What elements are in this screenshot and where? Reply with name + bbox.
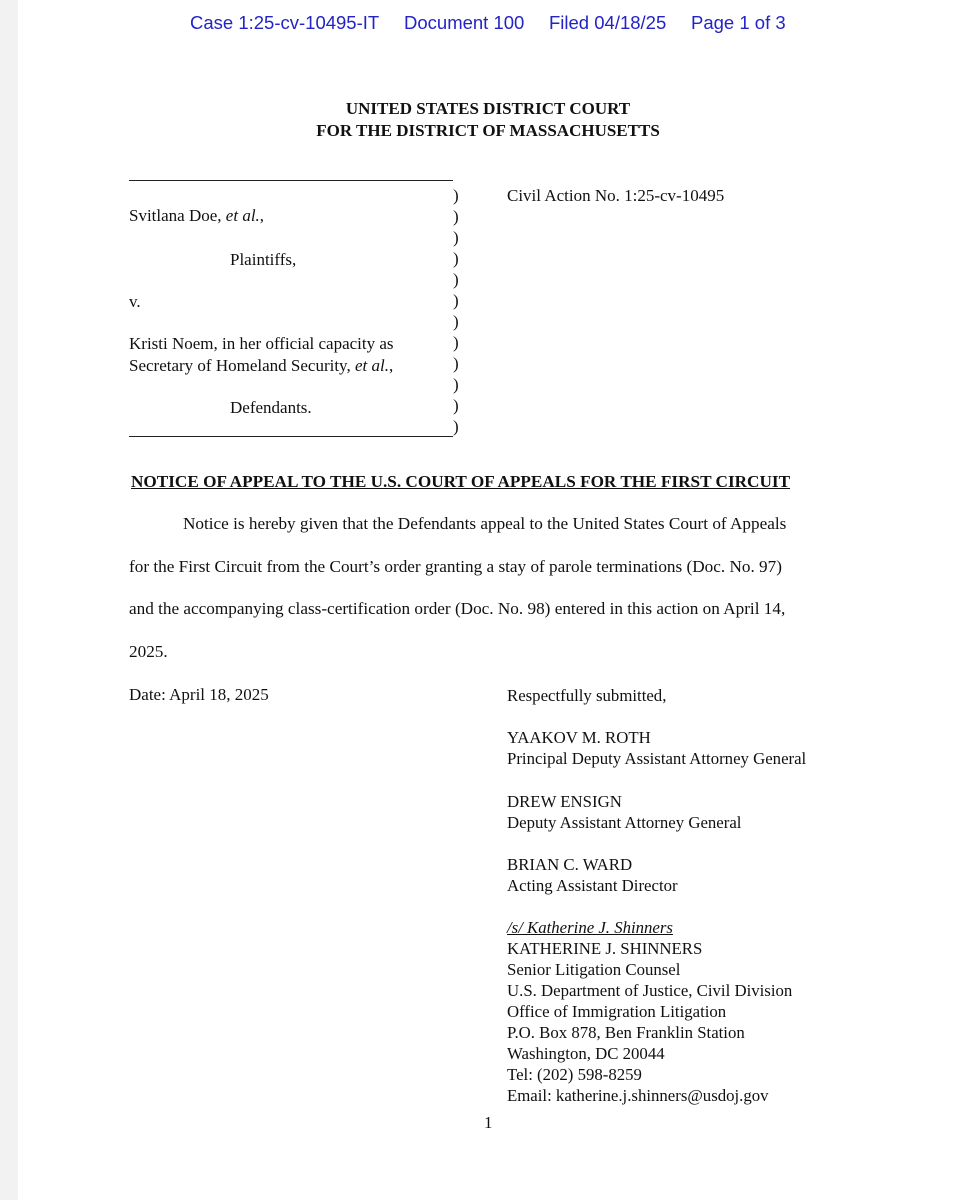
caption-paren: ) (453, 228, 459, 247)
notice-body-line: for the First Circuit from the Court’s order granting a stay of parole terminations (Doc. No. 97) (129, 557, 782, 576)
court-name-line1: UNITED STATES DISTRICT COURT (345, 99, 631, 118)
caption-paren: ) (453, 249, 459, 268)
caption-paren: ) (453, 291, 459, 310)
attorney-title-ward: Acting Assistant Director (507, 876, 678, 895)
page-number: 1 (484, 1113, 493, 1132)
civil-action-number: Civil Action No. 1:25-cv-10495 (507, 186, 725, 205)
caption-top-rule (129, 180, 453, 181)
caption-paren: ) (453, 270, 459, 289)
caption-paren: ) (453, 186, 459, 205)
signature-phone: Tel: (202) 598-8259 (507, 1065, 642, 1084)
defendant-name-line2: Secretary of Homeland Security, et al., (129, 356, 394, 375)
signature-address-line: Senior Litigation Counsel (507, 960, 681, 979)
ecf-header (0, 12, 976, 36)
court-name-line2: FOR THE DISTRICT OF MASSACHUSETTS (316, 121, 660, 140)
caption-paren: ) (453, 354, 459, 373)
attorney-title-ensign: Deputy Assistant Attorney General (507, 813, 742, 832)
caption-paren: ) (453, 207, 459, 226)
caption-paren: ) (453, 396, 459, 415)
signature-address-line: P.O. Box 878, Ben Franklin Station (507, 1023, 745, 1042)
attorney-name-roth: YAAKOV M. ROTH (507, 728, 651, 747)
caption-paren: ) (453, 375, 459, 394)
caption-paren: ) (453, 417, 459, 436)
notice-body-line: and the accompanying class-certification order (Doc. No. 98) entered in this action on April 14, (129, 599, 786, 618)
header-filed-date: Filed 04/18/25 (549, 12, 667, 33)
signature-email: Email: katherine.j.shinners@usdoj.gov (507, 1086, 769, 1105)
header-page-count: Page 1 of 3 (691, 12, 786, 33)
notice-body-line: Notice is hereby given that the Defendants appeal to the United States Court of Appeals (183, 514, 787, 533)
header-case-number: Case 1:25-cv-10495-IT (190, 12, 380, 33)
versus: v. (129, 292, 141, 311)
filing-date: Date: April 18, 2025 (129, 685, 269, 704)
signature-address-line: KATHERINE J. SHINNERS (507, 939, 703, 958)
defendant-name-line1: Kristi Noem, in her official capacity as (129, 334, 394, 353)
notice-body-line: 2025. (129, 642, 168, 661)
signature-address-line: Washington, DC 20044 (507, 1044, 665, 1063)
signature-closing: Respectfully submitted, (507, 686, 667, 705)
plaintiffs-label: Plaintiffs, (230, 250, 297, 269)
notice-title: NOTICE OF APPEAL TO THE U.S. COURT OF APPEALS FOR THE FIRST CIRCUIT (131, 472, 791, 491)
plaintiff-name: Svitlana Doe, et al., (129, 206, 265, 225)
attorney-name-ward: BRIAN C. WARD (507, 855, 633, 874)
signature-address-line: Office of Immigration Litigation (507, 1002, 727, 1021)
caption-paren: ) (453, 333, 459, 352)
caption-bottom-rule (129, 436, 453, 437)
header-document-number: Document 100 (404, 12, 525, 33)
attorney-title-roth: Principal Deputy Assistant Attorney General (507, 749, 807, 768)
attorney-name-ensign: DREW ENSIGN (507, 792, 622, 811)
electronic-signature: /s/ Katherine J. Shinners (507, 918, 673, 937)
signature-address-line: U.S. Department of Justice, Civil Division (507, 981, 793, 1000)
caption-paren: ) (453, 312, 459, 331)
defendants-label: Defendants. (230, 398, 312, 417)
